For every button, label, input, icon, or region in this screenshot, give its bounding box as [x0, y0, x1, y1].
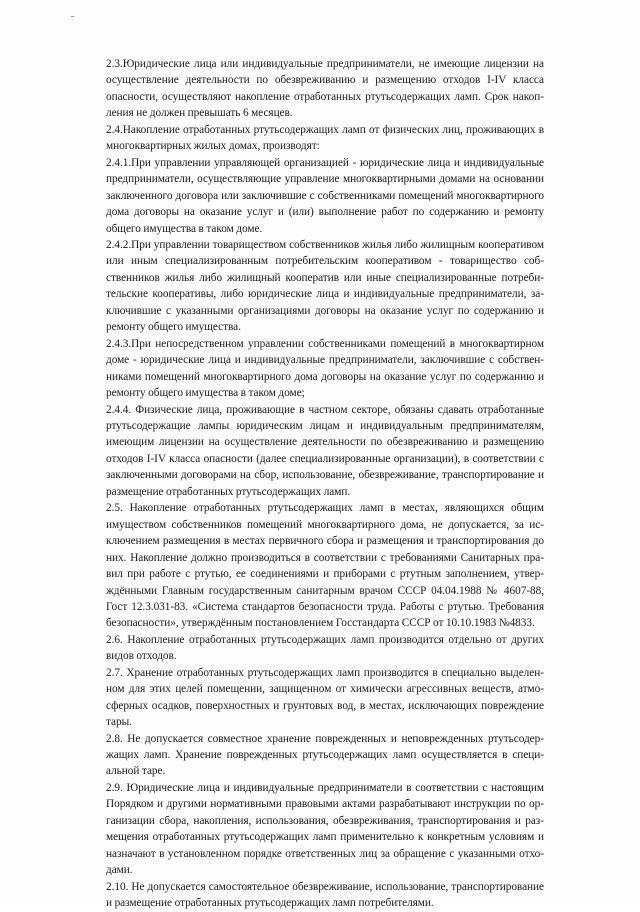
- paragraph-2-5: 2.5. Накопление отработанных ртутьсодержащих ламп в местах, являющихся общим имуществом собственников помещений многоквартирного дома, не допускается, за исключением размещения в местах первичного сбора и размещения и транспортирования до них. Накопление должно производиться в соответствии с требованиями Санитарных правил при работе с ртутью, ее соединениями и приборами с ртутным заполнением, утверждёнными Главным государственным санитарным врачом СССР 04.04.1988 № 4607-88, Гост 12.3.031-83. «Система стандартов безопасности труда. Работы с ртутью. Требования безопасности», утверждённым постановлением Госстандарта СССР от 10.10.1983 №4833.: [106, 502, 544, 630]
- paragraph-2-3: 2.3.Юридические лица или индивидуальные предприниматели, не имеющие лицензии на осуществление деятельности по обезвреживанию и размещению отходов I-IV класса опасности, осуществляют накопление отработанных ртутьсодержащих ламп. Срок накопления не должен превышать 6 месяцев.: [106, 58, 544, 120]
- paragraph-2-8: 2.8. Не допускается совместное хранение поврежденных и неповрежденных ртутьсодержащих ламп. Хранение поврежденных ртутьсодержащих ламп осуществляется в специальной таре.: [106, 732, 544, 778]
- paragraph-2-7: 2.7. Хранение отработанных ртутьсодержащих ламп производится в специально выделенном для этих целей помещении, защищенном от химически агрессивных веществ, атмосферных осадков, поверхностных и грунтовых вод, в местах, исключающих повреждение тары.: [106, 666, 544, 729]
- paragraph-2-10: 2.10. Не допускается самостоятельное обезвреживание, использование, транспортирование и размещение отработанных ртутьсодержащих ламп потребителями.: [106, 880, 544, 910]
- paragraph-2-6: 2.6. Накопление отработанных ртутьсодержащих ламп производится отдельно от других видов отходов.: [106, 633, 544, 663]
- paragraph-2-4-1: 2.4.1.При управлении управляющей организацией - юридические лица и индивидуальные предприниматели, осуществляющие управление многоквартирными домами на основании заключенного договора или заключившие с собственниками помещений многоквартирного дома договоры на оказание услуг и (или) выполнение работ по содержанию и ремонту общего имущества в таком доме.: [106, 156, 544, 235]
- scan-speck: [71, 16, 74, 17]
- paragraph-2-4-4: 2.4.4. Физические лица, проживающие в частном секторе, обязаны сдавать отработанные ртутьсодержащие лампы юридическим лицам и индивидуальным предпринимателям, имеющим лицензии на осуществление деятельности по обезвреживанию и размещению отходов I-IV класса опасности (далее специализированные организации), в соответствии с заключенными договорами на сбор, использование, обезвреживание, транспортирование и размещение отработанных ртутьсодержащих ламп.: [106, 403, 544, 498]
- paragraph-2-4-3: 2.4.3.При непосредственном управлении собственниками помещений в многоквартирном доме - юридические лица и индивидуальные предприниматели, заключившие с собственниками помещений многоквартирного дома договоры на оказание услуг по содержанию и ремонту общего имущества в таком доме;: [106, 337, 544, 400]
- paragraph-2-4: 2.4.Накопление отработанных ртутьсодержащих ламп от физических лиц, проживающих в многоквартирных жилых домах, производят:: [106, 123, 544, 153]
- document-body: [106, 56, 544, 912]
- paragraph-2-9: 2.9. Юридические лица и индивидуальные предприниматели в соответствии с настоящим Порядком и другими нормативными правовыми актами разрабатывают инструкции по организации сбора, накопления, использования, обезвреживания, транспортирования и размещения отработанных ртутьсодержащих ламп применительно к конкретным условиям и назначают в установленном порядке ответственных лиц за обращение с указанными отходами.: [106, 781, 544, 877]
- paragraph-2-4-2: 2.4.2.При управлении товариществом собственников жилья либо жилищным кооперативом или иным специализированным потребительским кооперативом - товарищество собственников жилья либо жилищный кооператив или иные специализированные потребительские кооперативы, либо юридические лица и индивидуальные предприниматели, заключившие с указанными организациями договоры на оказание услуг по содержанию и ремонту общего имущества.: [106, 238, 544, 334]
